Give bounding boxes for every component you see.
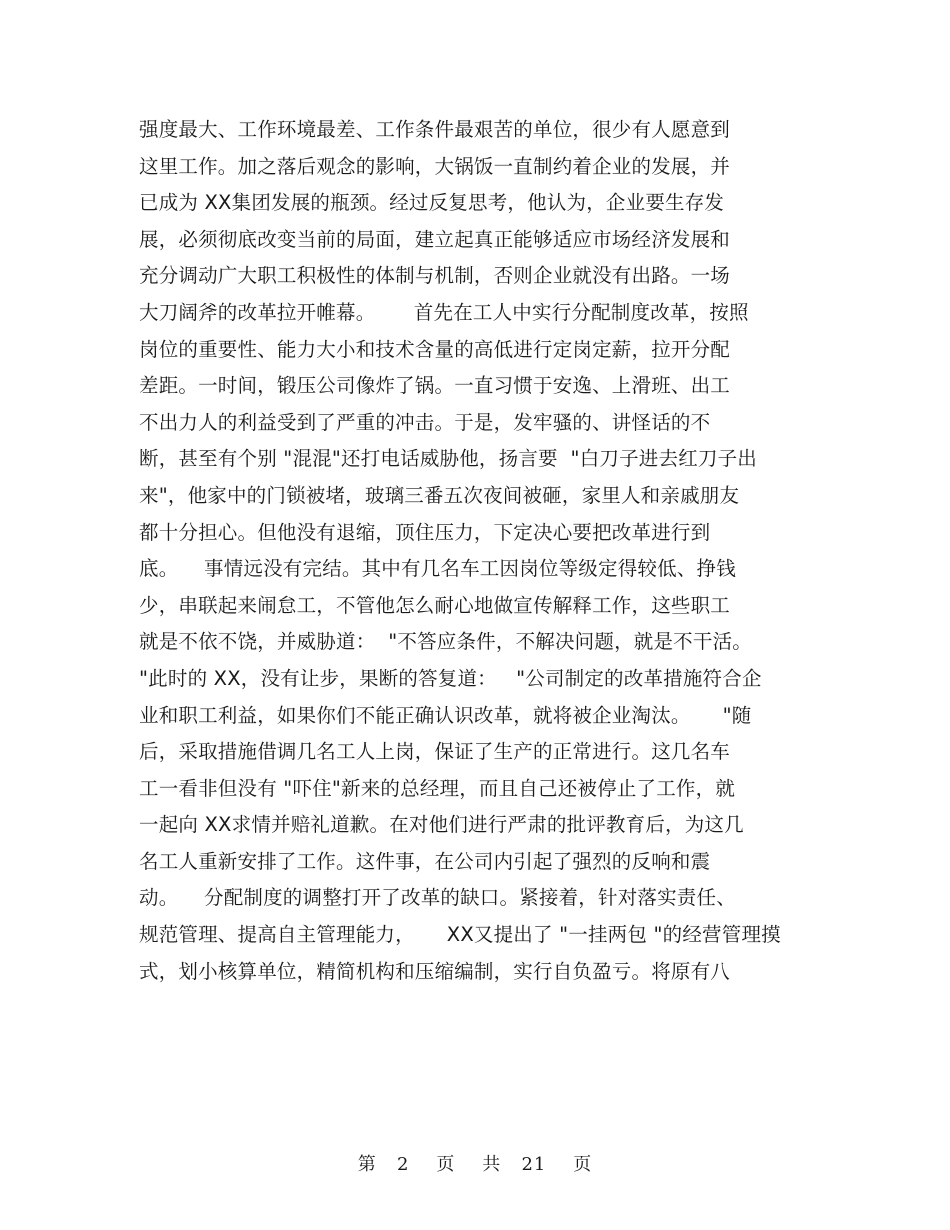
text-line: 工一看非但没有 "吓住"新来的总经理，而且自己还被停止了工作，就 — [139, 776, 736, 800]
text-line: 规范管理、提高自主管理能力， XX又提出了 "一挂两包 "的经营管理摸 — [139, 923, 781, 947]
text-line: 业和职工利益，如果你们不能正确认识改革，就将被企业淘汰。 "随 — [139, 703, 752, 727]
text-line: 一起向 XX求情并赔礼道歉。在对他们进行严肃的批评教育后，为这几 — [139, 813, 744, 837]
text-line: 这里工作。加之落后观念的影响，大锅饭一直制约着企业的发展，并 — [139, 154, 731, 178]
text-line: 名工人重新安排了工作。这件事，在公司内引起了强烈的反响和震 — [139, 849, 711, 873]
footer-label-total-unit: 页 — [573, 1154, 593, 1175]
text-line: 后，采取措施借调几名工人上岗，保证了生产的正常进行。这几名车 — [139, 740, 731, 764]
text-line: 不出力人的利益受到了严重的冲击。于是，发牢骚的、讲怪话的不 — [139, 410, 711, 434]
body-text — [139, 112, 819, 990]
text-line: 少，串联起来闹怠工，不管他怎么耐心地做宣传解释工作，这些职工 — [139, 593, 731, 617]
text-line: 断，甚至有个别 "混混"还打电话威胁他，扬言要 "白刀子进去红刀子出 — [139, 447, 758, 471]
text-line: 充分调动广大职工积极性的体制与机制，否则企业就没有出路。一场 — [139, 264, 731, 288]
text-line: 展，必须彻底改变当前的局面，建立起真正能够适应市场经济发展和 — [139, 227, 731, 251]
footer-label-page: 第 — [357, 1154, 377, 1175]
text-line: "此时的 XX，没有让步，果断的答复道： "公司制定的改革措施符合企 — [139, 666, 762, 690]
text-line: 岗位的重要性、能力大小和技术含量的高低进行定岗定薪，拉开分配 — [139, 337, 731, 361]
text-line: 都十分担心。但他没有退缩，顶住压力，下定决心要把改革进行到 — [139, 520, 711, 544]
text-line: 式，划小核算单位，精简机构和压缩编制，实行自负盈亏。将原有八 — [139, 959, 731, 983]
text-line: 动。 分配制度的调整打开了改革的缺口。紧接着，针对落实责任、 — [139, 886, 736, 910]
text-line: 差距。一时间，锻压公司像炸了锅。一直习惯于安逸、上滑班、出工 — [139, 374, 731, 398]
total-pages-number: 21 — [521, 1154, 547, 1175]
text-line: 就是不依不饶，并威胁道： "不答应条件，不解决问题，就是不干活。 — [139, 630, 752, 654]
text-line: 来"，他家中的门锁被堵，玻璃三番五次夜间被砸，家里人和亲戚朋友 — [139, 483, 740, 507]
text-line: 大刀阔斧的改革拉开帷幕。 首先在工人中实行分配制度改革，按照 — [139, 300, 749, 324]
current-page-number: 2 — [396, 1154, 410, 1175]
page-footer — [0, 1150, 950, 1176]
footer-label-page-unit: 页 — [436, 1154, 456, 1175]
text-line: 强度最大、工作环境最差、工作条件最艰苦的单位，很少有人愿意到 — [139, 118, 731, 141]
text-line: 已成为 XX集团发展的瓶颈。经过反复思考，他认为，企业要生存发 — [139, 191, 725, 215]
text-line: 底。 事情远没有完结。其中有几名车工因岗位等级定得较低、挣钱 — [139, 557, 736, 581]
footer-label-total: 共 — [482, 1154, 502, 1175]
